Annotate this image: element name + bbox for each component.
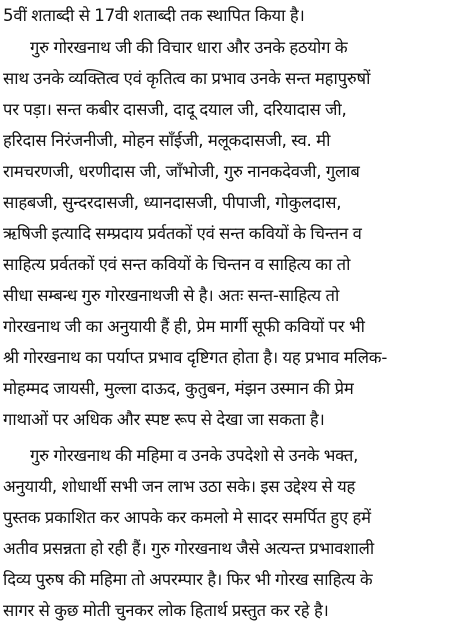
text-line: सागर से कुछ मोती चुनकर लोक हितार्थ प्रस्तुत कर रहे है। [3, 601, 329, 620]
text-line: साथ उनके व्यक्तित्व एवं कृतित्व का प्रभाव उनके सन्त महापुरुषों [3, 69, 371, 88]
text-line: हरिदास निरंजनीजी, मोहन साँईजी, मलूकदासजी, स्व. मी [3, 131, 331, 150]
text-line: पुस्तक प्रकाशित कर आपके कर कमलो मे सादर समर्पित हुए हमें [3, 508, 371, 527]
text-line: गुरु गोरखनाथ की महिमा व उनके उपदेशो से उनके भक्त, [30, 446, 359, 465]
text-line: साहबजी, सुन्दरदासजी, ध्यानदासजी, पीपाजी, गोकुलदास, [3, 193, 342, 212]
text-line: अतीव प्रसन्नता हो रही हैं। गुरु गोरखनाथ जैसे अत्यन्त प्रभावशाली [3, 539, 374, 558]
text-line: गुरु गोरखनाथ जी की विचार धारा और उनके हठयोग के [30, 38, 348, 57]
text-line: 5वीं शताब्दी से 17वी शताब्दी तक स्थापित किया है। [3, 6, 305, 25]
text-line: साहित्य प्रर्वतकों एवं सन्त कवियों के चिन्तन व साहित्य का तो [3, 255, 351, 274]
text-line: रामचरणजी, धरणीदास जी, जाँभोजी, गुरु नानकदेवजी, गुलाब [3, 162, 360, 181]
text-line: गाथाओं पर अधिक और स्पष्ट रूप से देखा जा सकता है। [3, 410, 325, 429]
text-line: गोरखनाथ जी का अनुयायी हैं ही, प्रेम मार्गी सूफी कवियों पर भी [3, 317, 365, 336]
text-line: पर पड़ा। सन्त कबीर दासजी, दादू दयाल जी, दरियादास जी, [3, 100, 347, 119]
text-line: ऋषिजी इत्यादि सम्प्रदाय प्रर्वतकों एवं सन्त कवियों के चिन्तन व [3, 224, 362, 243]
text-line: दिव्य पुरुष की महिमा तो अपरम्पार है। फिर भी गोरख साहित्य के [3, 570, 373, 589]
text-line: अनुयायी, शोधार्थी सभी जन लाभ उठा सके। इस उद्देश्य से यह [3, 477, 356, 496]
text-line: मोहम्मद जायसी, मुल्ला दाऊद, कुतुबन, मंझन उस्मान की प्रेम [3, 379, 354, 398]
text-line: श्री गोरखनाथ का पर्याप्त प्रभाव दृष्टिगत होता है। यह प्रभाव मलिक- [3, 348, 388, 367]
text-line: सीधा सम्बन्ध गुरु गोरखनाथजी से है। अतः सन्त-साहित्य तो [3, 286, 340, 305]
